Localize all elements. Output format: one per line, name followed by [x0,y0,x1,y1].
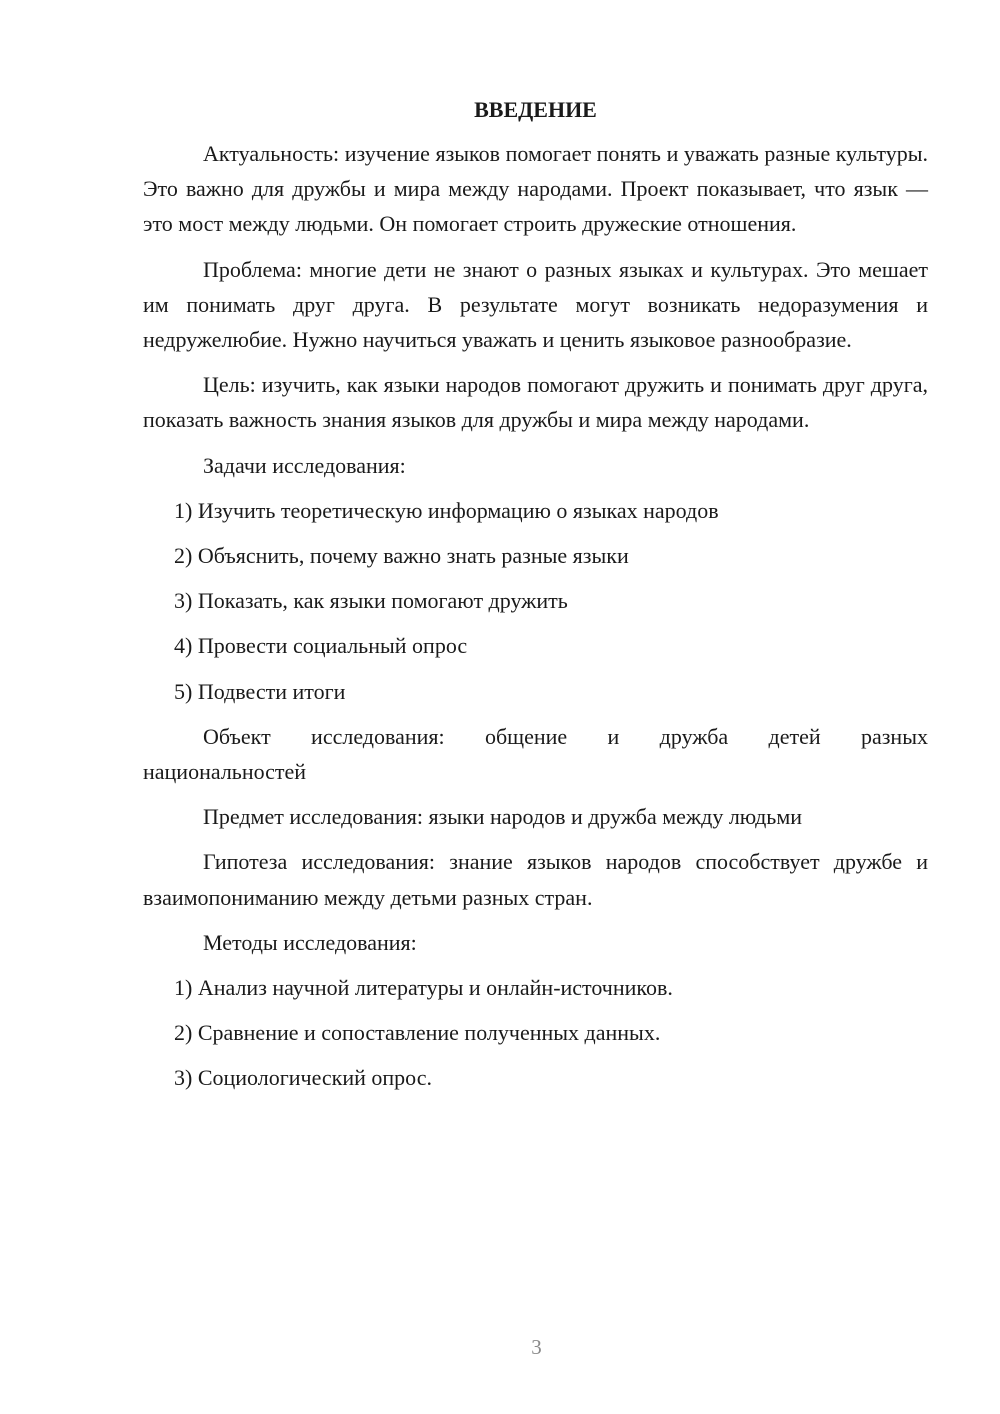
task-item: 5) Подвести итоги [174,678,346,704]
page-number: 3 [531,1335,542,1359]
subject-paragraph: Предмет исследования: языки народов и дружба между людьми [203,804,803,830]
hypothesis-paragraph: Гипотеза исследования: знание языков народов способствует дружбе и взаимопониманию между детьми разных стран. [143,849,928,910]
tasks-heading: Задачи исследования: [203,452,406,478]
task-item: 4) Провести социальный опрос [174,633,468,659]
method-item: 3) Социологический опрос. [174,1065,432,1091]
object-line: национальностей [143,759,307,785]
page-title: ВВЕДЕНИЕ [474,97,597,122]
page-content [143,95,928,1106]
method-item: 2) Сравнение и сопоставление полученных данных. [174,1020,661,1046]
method-item: 1) Анализ научной литературы и онлайн-источников. [174,975,673,1001]
problem-paragraph: Проблема: многие дети не знают о разных языках и культурах. Это мешает им понимать друг друга. В результате могут возникать недоразумения и недружелюбие. Нужно научиться уважать и ценить языковое разнообразие. [143,256,928,353]
methods-heading: Методы исследования: [203,929,417,955]
object-paragraph [143,719,928,789]
relevance-paragraph: Актуальность: изучение языков помогает понять и уважать разные культуры. Это важно для дружбы и мира между народами. Проект показывает, что язык — это мост между людьми. Он помогает строить дружеские отношения. [143,141,928,237]
object-line: Объект исследования: общение и дружба детей разных [203,723,928,749]
task-item: 2) Объяснить, почему важно знать разные языки [174,543,629,569]
task-item: 3) Показать, как языки помогают дружить [174,588,568,614]
goal-paragraph: Цель: изучить, как языки народов помогают дружить и понимать друг друга, показать важность знания языков для дружбы и мира между народами. [143,372,928,433]
task-item: 1) Изучить теоретическую информацию о языках народов [174,497,719,523]
